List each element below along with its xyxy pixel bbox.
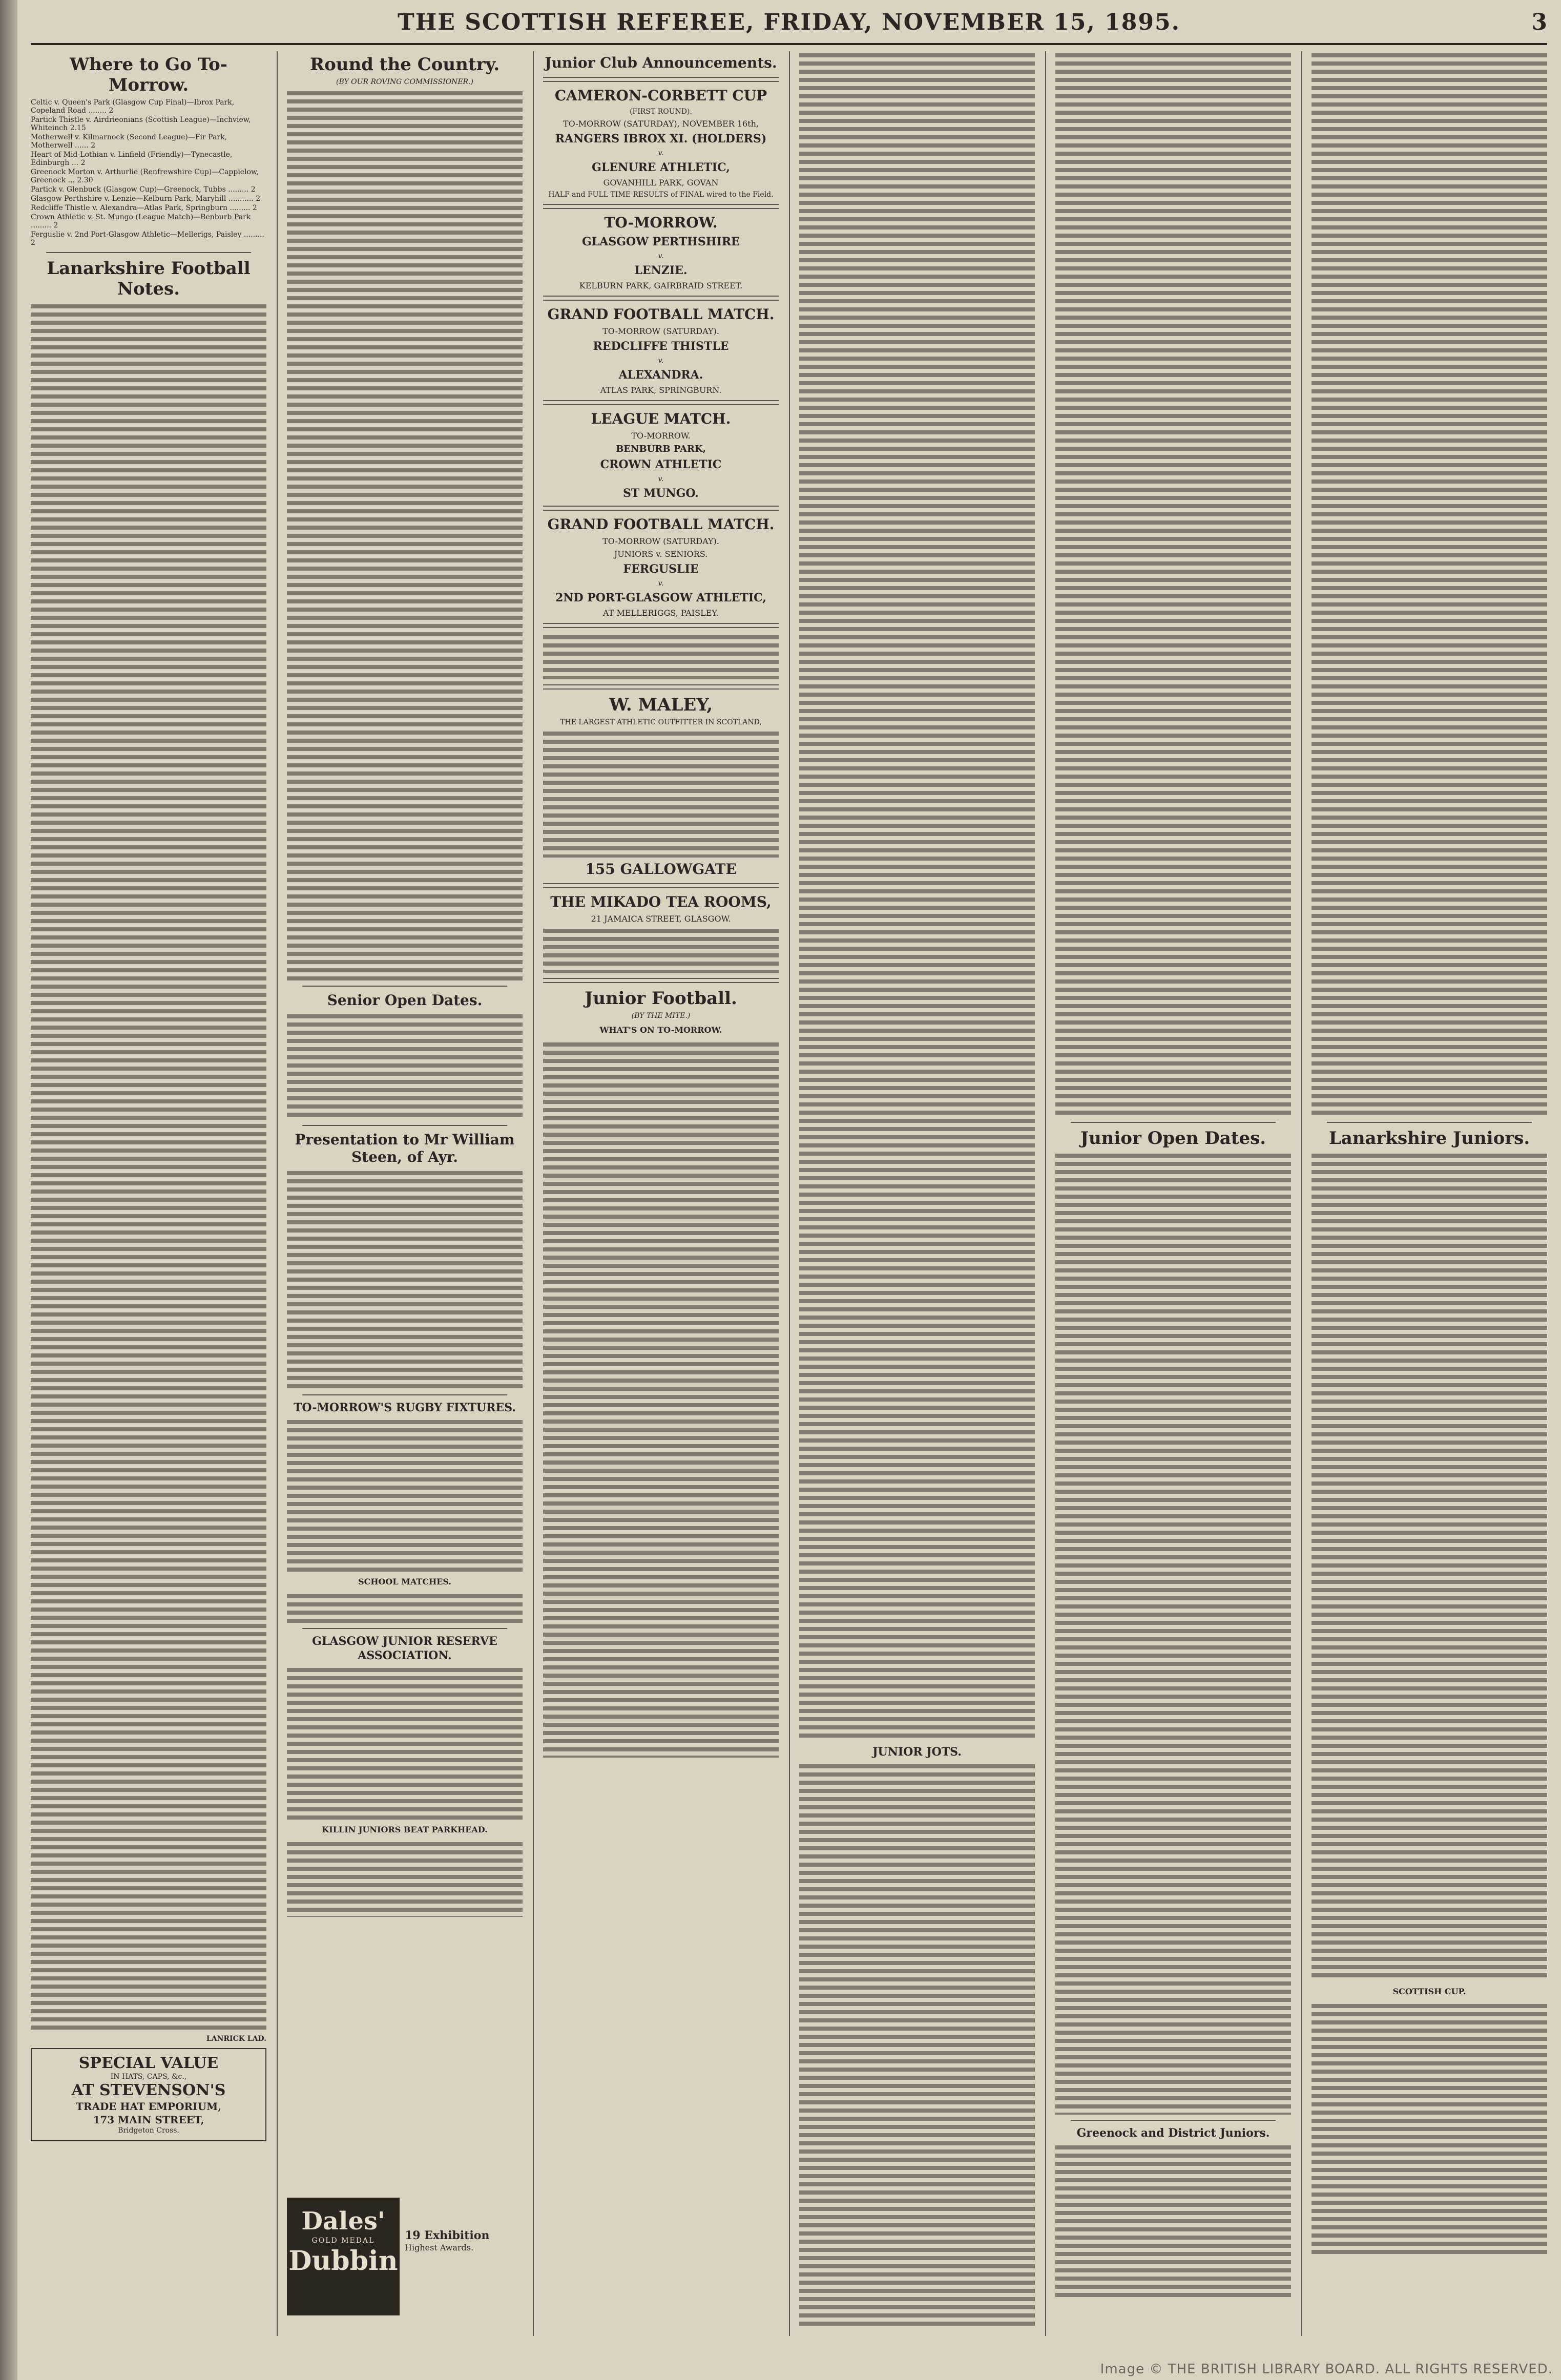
column-5 — [1055, 51, 1291, 2336]
rugby-fixtures-heading: TO-MORROW'S RUGBY FIXTURES. — [294, 1401, 516, 1414]
stevensons-advert — [31, 2048, 266, 2141]
article-body — [543, 1040, 779, 1758]
cameron-corbett-advert — [543, 87, 779, 199]
junior-jots-heading: JUNIOR JOTS. — [872, 1745, 962, 1759]
advert-team: REDCLIFFE THISTLE — [593, 340, 729, 353]
section-rule — [302, 1125, 507, 1126]
article-body — [287, 1169, 523, 1389]
double-rule — [543, 400, 779, 405]
section-rule — [46, 252, 251, 253]
body-text — [1055, 51, 1291, 1117]
round-the-country-heading: Round the Country. — [309, 54, 500, 75]
advert-line: 173 MAIN STREET, — [93, 2114, 204, 2126]
body-text — [543, 729, 779, 858]
section-rule — [302, 986, 507, 987]
body-text — [1312, 51, 1547, 1117]
fixture-line: Ferguslie v. 2nd Port-Glasgow Athletic—Mellerigs, Paisley ......... 2 — [31, 231, 264, 247]
advert-ground: GOVANHILL PARK, GOVAN — [603, 178, 719, 187]
advert-date: TO-MORROW (SATURDAY). — [602, 326, 719, 336]
advert-sub: (FIRST ROUND). — [630, 108, 692, 116]
column-6 — [1312, 51, 1547, 2336]
article-body — [1312, 51, 1547, 1117]
advert-team: GLASGOW PERTHSHIRE — [582, 235, 740, 248]
double-rule — [543, 204, 779, 209]
body-text — [799, 1762, 1035, 2326]
masthead-rule — [31, 43, 1547, 45]
where-to-go-heading: Where to Go To-Morrow. — [70, 54, 227, 95]
advert-team: CROWN ATHLETIC — [600, 458, 722, 471]
advert-ground: KELBURN PARK, GAIRBRAID STREET. — [579, 281, 743, 290]
dales-dubbin-advert — [287, 2198, 523, 2315]
advert-body — [543, 927, 779, 973]
dales-highest-awards: Highest Awards. — [405, 2243, 474, 2252]
column-divider — [533, 51, 534, 2336]
article-body — [287, 1666, 523, 1820]
body-text — [1055, 2143, 1291, 2297]
body-text — [31, 302, 266, 2034]
page-gutter-shadow — [0, 0, 17, 2380]
advert-date: TO-MORROW. — [631, 431, 691, 441]
presentation-heading: Presentation to Mr William Steen, of Ayr. — [295, 1131, 515, 1165]
double-rule — [543, 623, 779, 628]
maley-advert — [543, 695, 779, 878]
advert-vs: v. — [658, 579, 664, 588]
body-text — [287, 1840, 523, 1917]
article-body — [287, 1840, 523, 1917]
double-rule — [543, 506, 779, 511]
column-4 — [799, 51, 1035, 2336]
article-body — [1055, 2143, 1291, 2297]
advert-vs: v. — [658, 252, 664, 260]
article-body — [287, 1592, 523, 1623]
double-rule — [543, 978, 779, 983]
advert-line: IN HATS, CAPS, &c., — [110, 2073, 187, 2081]
lanarkshire-notes-heading: Lanarkshire Football Notes. — [47, 258, 251, 299]
advert-date: TO-MORROW (SATURDAY). — [602, 536, 719, 546]
dales-awards — [405, 2198, 523, 2253]
advert-team: ST MUNGO. — [623, 487, 699, 500]
fixture-line: Crown Athletic v. St. Mungo (League Match)—Benburb Park ......... 2 — [31, 213, 251, 229]
advert-team: ALEXANDRA. — [618, 368, 703, 382]
advert-address: 155 GALLOWGATE — [585, 861, 737, 878]
column-1 — [31, 51, 266, 2336]
dales-brand: Dales' — [301, 2207, 385, 2236]
dales-gold-medal: GOLD MEDAL — [311, 2237, 375, 2245]
body-text — [287, 89, 523, 980]
body-text — [799, 51, 1035, 1742]
advert-team: 2ND PORT-GLASGOW ATHLETIC, — [555, 591, 766, 604]
redcliffe-advert — [543, 306, 779, 395]
body-text — [543, 633, 779, 679]
fixture-line: Celtic v. Queen's Park (Glasgow Cup Final)—Ibrox Park, Copeland Road ........ 2 — [31, 98, 235, 115]
dales-logo — [287, 2198, 400, 2315]
advert-note: HALF and FULL TIME RESULTS of FINAL wired to the Field. — [548, 191, 774, 199]
article-body — [1055, 51, 1291, 1117]
lanarkshire-juniors-heading: Lanarkshire Juniors. — [1328, 1128, 1530, 1149]
body-text — [1312, 1152, 1547, 1981]
double-rule — [543, 883, 779, 888]
advert-team: RANGERS IBROX XI. (HOLDERS) — [555, 132, 767, 145]
body-text — [543, 927, 779, 973]
byline: (BY THE MITE.) — [631, 1012, 691, 1020]
advert-line: Bridgeton Cross. — [118, 2126, 179, 2135]
advert-sub: JUNIORS v. SENIORS. — [614, 549, 708, 559]
section-rule — [1071, 1122, 1276, 1123]
masthead — [31, 7, 1547, 38]
fixtures-list — [31, 98, 266, 247]
body-text — [1055, 1152, 1291, 2115]
dales-dubbin: Dubbin — [288, 2245, 398, 2277]
advert-body — [543, 729, 779, 858]
column-divider — [789, 51, 790, 2336]
ferguslie-advert — [543, 516, 779, 618]
byline: (BY OUR ROVING COMMISSIONER.) — [336, 78, 474, 86]
advert-title: GRAND FOOTBALL MATCH. — [547, 306, 775, 323]
column-3 — [543, 51, 779, 2336]
body-text — [543, 1040, 779, 1758]
advert-title: W. MALEY, — [609, 695, 713, 715]
column-divider — [1045, 51, 1046, 2336]
advert-team: LENZIE. — [634, 264, 688, 277]
signature: LANRICK LAD. — [206, 2035, 266, 2043]
fixture-line: Glasgow Perthshire v. Lenzie—Kelburn Park, Maryhill ........... 2 — [31, 195, 261, 203]
advert-title: GRAND FOOTBALL MATCH. — [547, 516, 775, 533]
section-rule — [302, 1628, 507, 1629]
senior-open-dates-heading: Senior Open Dates. — [327, 992, 483, 1009]
whats-on-heading: WHAT'S ON TO-MORROW. — [599, 1025, 722, 1035]
advert-vs: v. — [658, 149, 664, 157]
fixture-line: Greenock Morton v. Arthurlie (Renfrewshire Cup)—Cappielow, Greenock ... 2.30 — [31, 168, 259, 184]
section-rule — [1071, 2120, 1276, 2121]
double-rule — [543, 684, 779, 690]
article-body — [1312, 2002, 1547, 2258]
advert-vs: v. — [658, 475, 664, 483]
advert-team: GLENURE ATHLETIC, — [592, 161, 730, 174]
junior-announcements-heading: Junior Club Announcements. — [545, 54, 777, 71]
body-text — [287, 1169, 523, 1389]
advert-sub: THE LARGEST ATHLETIC OUTFITTER IN SCOTLAND, — [560, 718, 762, 726]
column-2 — [287, 51, 523, 2336]
body-text — [287, 1666, 523, 1820]
column-divider — [277, 51, 278, 2336]
fixture-line: Heart of Mid-Lothian v. Linfield (Friendly)—Tynecastle, Edinburgh ... 2 — [31, 151, 233, 167]
advert-vs: v. — [658, 357, 664, 365]
advert-line: TRADE HAT EMPORIUM, — [75, 2100, 222, 2113]
fixture-line: Partick v. Glenbuck (Glasgow Cup)—Greenock, Tubbs ......... 2 — [31, 185, 256, 194]
column-divider — [1301, 51, 1302, 2336]
junior-football-heading: Junior Football. — [585, 988, 737, 1009]
fixture-line: Motherwell v. Kilmarnock (Second League)—Fir Park, Motherwell ...... 2 — [31, 133, 227, 150]
article-body — [31, 302, 266, 2034]
copyright-watermark: Image © THE BRITISH LIBRARY BOARD. ALL RIGHTS RESERVED. — [1100, 2362, 1553, 2377]
advert-title: THE MIKADO TEA ROOMS, — [550, 893, 772, 910]
scottish-cup-heading: SCOTTISH CUP. — [1392, 1987, 1466, 1996]
fixture-line: Redcliffe Thistle v. Alexandra—Atlas Park, Springburn ......... 2 — [31, 204, 257, 212]
school-matches-heading: SCHOOL MATCHES. — [358, 1577, 451, 1586]
article-body — [1312, 1152, 1547, 1981]
body-text — [1312, 2002, 1547, 2258]
junior-open-dates-heading: Junior Open Dates. — [1080, 1128, 1266, 1149]
article-body — [1055, 1152, 1291, 2115]
fixture-line: Partick Thistle v. Airdrieonians (Scottish League)—Inchview, Whiteinch 2.15 — [31, 116, 251, 132]
body-text — [287, 1592, 523, 1623]
greenock-juniors-heading: Greenock and District Juniors. — [1076, 2126, 1270, 2140]
league-match-advert — [543, 410, 779, 500]
masthead-title: THE SCOTTISH REFEREE, FRIDAY, NOVEMBER 15, 1895. — [398, 9, 1180, 35]
body-text — [287, 1012, 523, 1120]
article-body — [287, 89, 523, 980]
junior-reserve-heading: GLASGOW JUNIOR RESERVE ASSOCIATION. — [312, 1635, 497, 1662]
renfrewshire-notice — [543, 633, 779, 679]
article-body — [799, 1762, 1035, 2326]
page-number: 3 — [1531, 9, 1547, 35]
perthshire-advert — [543, 214, 779, 290]
body-text — [287, 1418, 523, 1572]
advert-ground: BENBURB PARK, — [616, 444, 706, 454]
mikado-advert — [543, 893, 779, 973]
advert-line: AT STEVENSON'S — [71, 2081, 226, 2099]
advert-ground: ATLAS PARK, SPRINGBURN. — [600, 385, 722, 395]
advert-title: CAMERON-CORBETT CUP — [554, 87, 767, 104]
advert-address: 21 JAMAICA STREET, GLASGOW. — [591, 914, 731, 924]
double-rule — [543, 296, 779, 301]
section-rule — [302, 1394, 507, 1395]
dales-exhibition: 19 Exhibition — [405, 2229, 490, 2242]
advert-line: SPECIAL VALUE — [78, 2054, 219, 2072]
article-body — [287, 1012, 523, 1120]
advert-date: TO-MORROW (SATURDAY), NOVEMBER 16th, — [563, 119, 759, 129]
section-rule — [1327, 1122, 1532, 1123]
advert-ground: AT MELLERIGGS, PAISLEY. — [603, 608, 719, 618]
killin-heading: KILLIN JUNIORS BEAT PARKHEAD. — [322, 1825, 488, 1834]
article-body — [287, 1418, 523, 1572]
advert-title: LEAGUE MATCH. — [591, 410, 731, 427]
double-rule — [543, 77, 779, 82]
advert-date: TO-MORROW. — [604, 214, 718, 231]
article-body — [799, 51, 1035, 1742]
advert-team: FERGUSLIE — [623, 562, 699, 576]
